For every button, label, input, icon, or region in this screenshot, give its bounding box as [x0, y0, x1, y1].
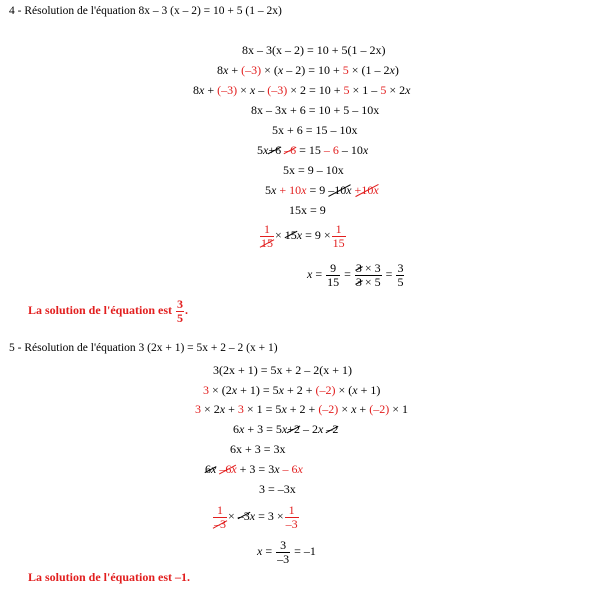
ex5-step-1: 3(2x + 1) = 5x + 2 – 2(x + 1)	[213, 363, 353, 377]
ex5-step-7: 3 = –3x	[259, 482, 296, 496]
ex4-step-5: 5x + 6 = 15 – 10x	[272, 123, 358, 137]
ex4-step-11: x = $\frac{9}{15}$ = $\frac{3 \times 3}{3 \times 5}$ = $\frac{3}{5}$	[307, 260, 404, 289]
ex4-solution-numerator: 3	[177, 296, 184, 311]
ex5-step-6: 6x –6x + 3 = 3x – 6x	[205, 462, 303, 476]
exercise-4-heading: 4 - Résolution de l'équation 8x – 3 (x – 2) = 10 + 5 (1 – 2x)	[9, 5, 282, 17]
ex5-step-4: 6x + 3 = 5x+2 – 2x –2	[233, 422, 339, 436]
ex4-step-1: 8x – 3(x – 2) = 10 + 5(1 – 2x)	[242, 43, 386, 57]
ex4-solution-denominator: 5	[177, 310, 184, 325]
ex4-step-8: 5x + 10x = 9 –10x +10x	[265, 183, 379, 197]
ex4-step-9: 15x = 9	[289, 203, 326, 217]
ex4-step-3: 8x + (–3) × x – (–3) × 2 = 10 + 5 × 1 – 5 × 2x	[193, 83, 411, 97]
ex4-step-4: 8x – 3x + 6 = 10 + 5 – 10x	[251, 103, 380, 117]
ex5-step-8: $\frac{1}{-3}$ × –3x = 3 × $\frac{1}{-3}$	[214, 502, 298, 531]
ex5-solution: La solution de l'équation est –1.	[28, 570, 191, 584]
ex5-step-2: 3 × (2x + 1) = 5x + 2 + (–2) × (x + 1)	[203, 383, 381, 397]
ex4-step-10: $\frac{1}{15}$ × 15x = 9 × $\frac{1}{15}$	[261, 221, 345, 250]
exercise-5-heading: 5 - Résolution de l'équation 3 (2x + 1) = 5x + 2 – 2 (x + 1)	[9, 342, 278, 354]
ex5-step-9: x = $\frac{3}{-3}$ = –1	[257, 537, 316, 566]
ex4-step-2: 8x + (–3) × (x – 2) = 10 + 5 × (1 – 2x)	[217, 63, 399, 77]
ex4-step-6: 5x+6 –6 = 15 – 6 – 10x	[257, 143, 369, 157]
ex4-step-7: 5x = 9 – 10x	[283, 163, 344, 177]
ex5-step-3: 3 × 2x + 3 × 1 = 5x + 2 + (–2) × x + (–2) × 1	[195, 402, 408, 416]
ex4-solution-label: La solution de l'équation est	[28, 303, 176, 317]
ex5-step-5: 6x + 3 = 3x	[230, 442, 286, 456]
ex4-solution: La solution de l'équation est $\frac{3}{5}$ .	[28, 296, 189, 325]
